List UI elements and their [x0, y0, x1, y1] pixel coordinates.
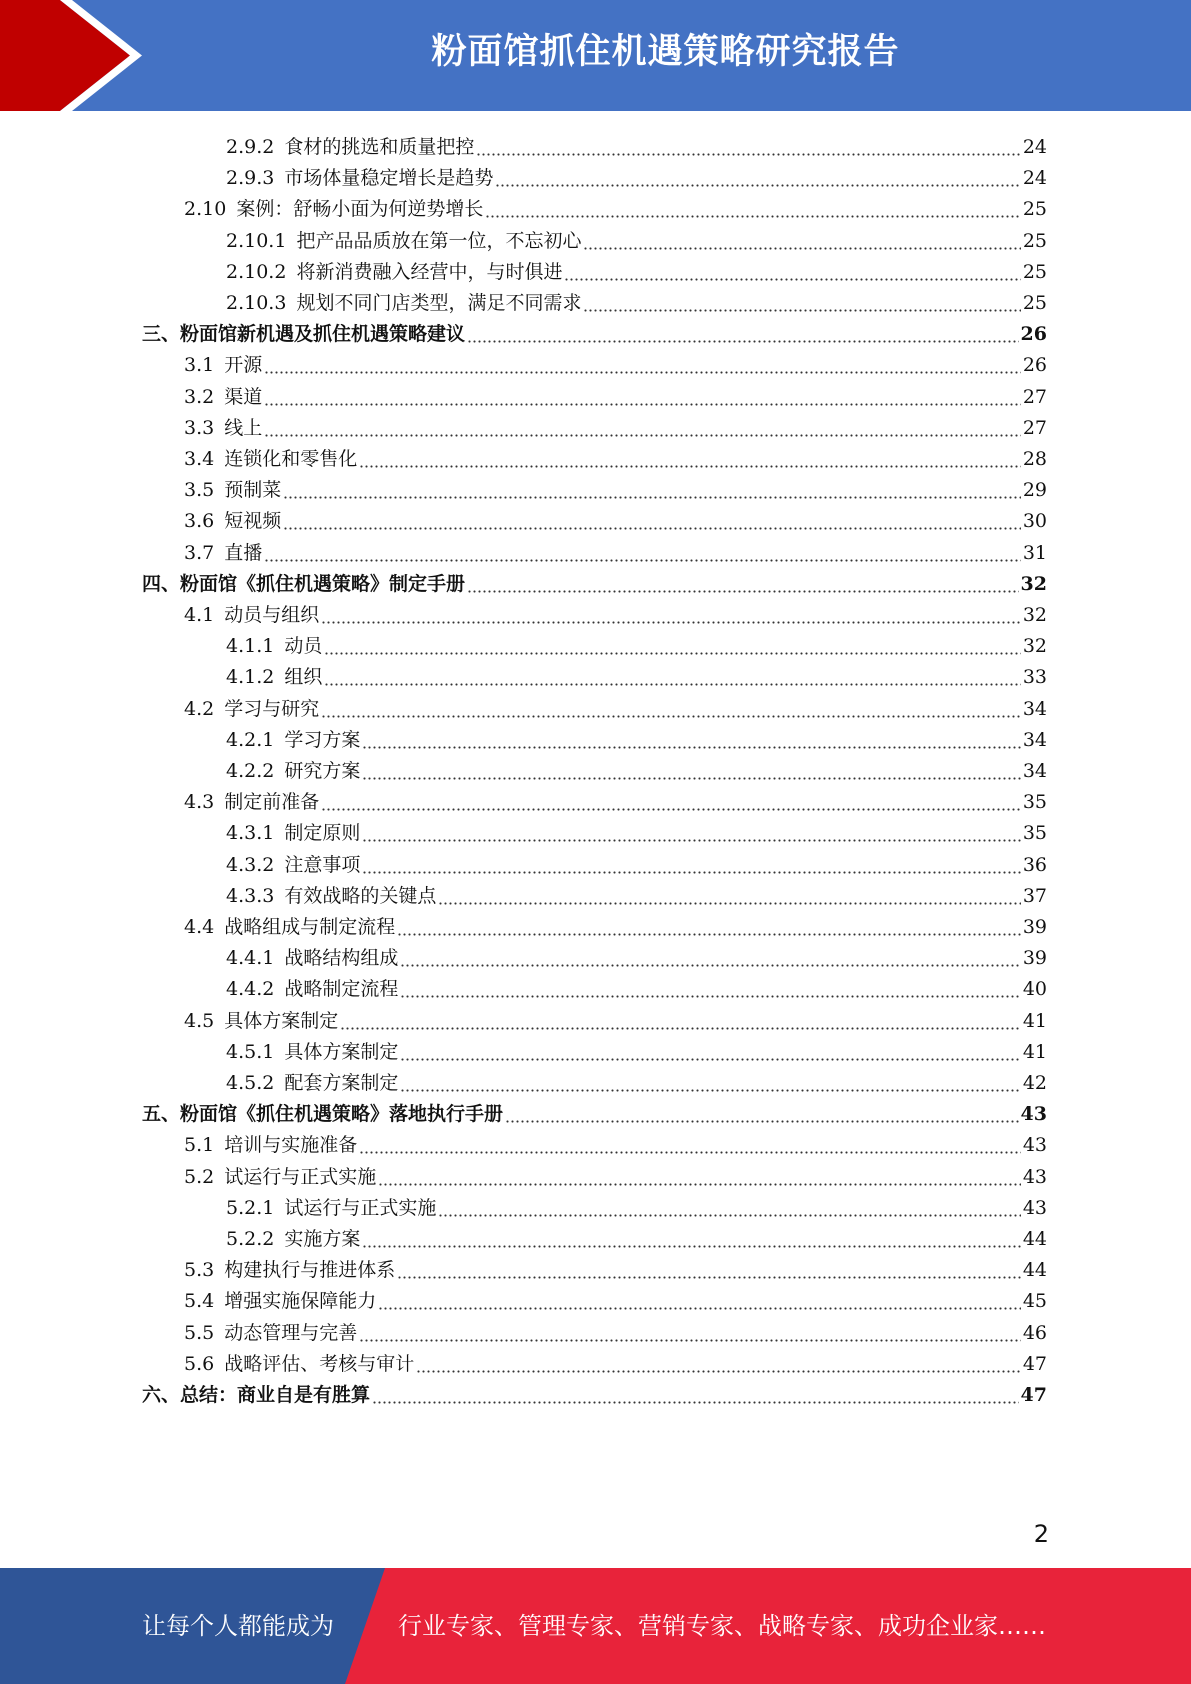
toc-entry-title: 直播: [224, 541, 263, 564]
toc-leader-dots: [264, 416, 1021, 440]
toc-entry-page: 44: [1022, 1228, 1047, 1250]
toc-leader-dots: [264, 385, 1021, 409]
toc-entry[interactable]: [184, 1158, 1047, 1189]
toc-entry-number: 4.4.2: [226, 978, 275, 1001]
toc-entry-page: 47: [1020, 1384, 1047, 1406]
toc-entry[interactable]: [142, 1376, 1047, 1407]
toc-leader-dots: [321, 790, 1021, 814]
toc-entry-page: 24: [1022, 136, 1047, 158]
toc-entry-number: 2.10.3: [226, 292, 287, 314]
toc-entry[interactable]: [226, 1220, 1047, 1251]
toc-entry-number: 5.1: [184, 1134, 215, 1157]
toc-leader-dots: [372, 1383, 1019, 1407]
toc-entry[interactable]: [184, 346, 1047, 377]
toc-entry-page: 25: [1022, 229, 1047, 252]
toc-entry-page: 44: [1022, 1259, 1047, 1282]
toc-entry-page: 27: [1022, 416, 1047, 439]
toc-entry-page: 32: [1022, 604, 1047, 626]
page-header: [0, 0, 1191, 111]
toc-leader-dots: [283, 509, 1021, 533]
toc-entry-page: 33: [1022, 666, 1047, 689]
toc-entry-number: 4.2.2: [226, 760, 275, 782]
page-title: 粉面馆抓住机遇策略研究报告: [431, 32, 900, 72]
toc-entry[interactable]: [226, 939, 1047, 970]
toc-entry-page: 42: [1022, 1072, 1047, 1094]
toc-entry-number: 4.3.1: [226, 822, 275, 845]
toc-entry[interactable]: [184, 596, 1047, 627]
toc-leader-dots: [467, 572, 1019, 596]
toc-entry-page: 35: [1022, 822, 1047, 845]
toc-entry-page: 39: [1022, 947, 1047, 970]
toc-entry-number: 4.5.2: [226, 1072, 275, 1094]
toc-leader-dots: [362, 821, 1020, 845]
toc-entry-page: 43: [1020, 1103, 1047, 1126]
toc-leader-dots: [264, 541, 1021, 565]
toc-entry-number: 4.1.2: [226, 666, 275, 689]
toc-entry-page: 25: [1022, 292, 1047, 314]
toc-entry-page: 36: [1022, 853, 1047, 876]
toc-entry-page: 25: [1022, 198, 1047, 221]
toc-entry[interactable]: [184, 190, 1047, 221]
toc-leader-dots: [321, 697, 1021, 721]
toc-leader-dots: [321, 603, 1021, 627]
toc-entry-title: 把产品品质放在第一位，不忘初心: [296, 229, 582, 252]
toc-entry-title: 六、总结：商业自是有胜算: [142, 1384, 371, 1406]
toc-entry-number: 4.4: [184, 916, 215, 938]
toc-entry-page: 31: [1022, 541, 1047, 564]
page-number: 2: [1033, 1520, 1049, 1548]
toc-leader-dots: [362, 1227, 1020, 1251]
toc-entry[interactable]: [226, 159, 1047, 190]
toc-entry-page: 30: [1022, 510, 1047, 533]
toc-entry-page: 34: [1022, 697, 1047, 720]
toc-leader-dots: [264, 353, 1021, 377]
toc-entry-number: 3.3: [184, 416, 215, 439]
toc-entry[interactable]: [184, 1251, 1047, 1282]
toc-entry-title: 动态管理与完善: [224, 1321, 358, 1344]
toc-entry-title: 渠道: [224, 385, 263, 408]
toc-entry-title: 预制菜: [224, 479, 282, 502]
toc-entry-title: 战略结构组成: [284, 947, 399, 970]
toc-entry-page: 43: [1022, 1196, 1047, 1219]
toc-entry-title: 增强实施保障能力: [224, 1290, 377, 1313]
toc-entry-title: 规划不同门店类型，满足不同需求: [296, 292, 582, 314]
toc-leader-dots: [467, 322, 1019, 346]
toc-entry-page: 47: [1022, 1352, 1047, 1375]
toc-entry-page: 41: [1022, 1040, 1047, 1063]
toc-entry[interactable]: [226, 846, 1047, 877]
toc-entry-title: 研究方案: [284, 760, 361, 782]
toc-leader-dots: [400, 946, 1020, 970]
toc-entry[interactable]: [184, 471, 1047, 502]
toc-entry-title: 食材的挑选和质量把控: [284, 136, 475, 158]
toc-leader-dots: [583, 229, 1020, 253]
toc-entry-page: 39: [1022, 916, 1047, 938]
toc-entry-title: 线上: [224, 416, 263, 439]
toc-entry-page: 29: [1022, 479, 1047, 502]
toc-entry-title: 学习方案: [284, 728, 361, 751]
toc-entry-page: 45: [1022, 1290, 1047, 1313]
toc-entry-title: 战略评估、考核与审计: [224, 1352, 415, 1375]
toc-entry-number: 4.3.3: [226, 884, 275, 907]
toc-leader-dots: [438, 1196, 1020, 1220]
toc-entry-page: 27: [1022, 385, 1047, 408]
toc-entry[interactable]: [184, 1126, 1047, 1157]
toc-entry-page: 41: [1022, 1009, 1047, 1032]
toc-entry-title: 战略制定流程: [284, 978, 399, 1001]
toc-entry-page: 26: [1020, 323, 1047, 346]
toc-entry-title: 动员: [284, 635, 323, 658]
toc-entry[interactable]: [184, 1314, 1047, 1345]
footer-slogan-left: 让每个人都能成为: [142, 1612, 334, 1640]
toc-entry-number: 5.2: [184, 1165, 215, 1188]
toc-entry-number: 4.2.1: [226, 728, 275, 751]
toc-entry-number: 2.9.2: [226, 136, 275, 158]
toc-entry-number: 3.1: [184, 354, 215, 377]
toc-entry-title: 组织: [284, 666, 323, 689]
toc-entry-page: 28: [1022, 448, 1047, 470]
toc-entry-number: 3.2: [184, 385, 215, 408]
toc-entry-number: 3.4: [184, 448, 215, 470]
toc-entry-title: 战略组成与制定流程: [224, 916, 396, 938]
toc-entry-number: 4.1.1: [226, 635, 275, 658]
header-chevron-decoration: [0, 0, 160, 111]
toc-entry-title: 具体方案制定: [284, 1040, 399, 1063]
toc-entry[interactable]: [184, 1282, 1047, 1313]
toc-leader-dots: [397, 915, 1021, 939]
toc-entry-number: 3.5: [184, 479, 215, 502]
toc-entry-number: 4.3: [184, 791, 215, 814]
toc-entry[interactable]: [226, 222, 1047, 253]
toc-entry-number: 4.1: [184, 604, 215, 626]
toc-leader-dots: [400, 1071, 1020, 1095]
toc-entry[interactable]: [142, 1095, 1047, 1126]
toc-entry-page: 35: [1022, 791, 1047, 814]
toc-entry-page: 24: [1022, 167, 1047, 190]
toc-leader-dots: [438, 884, 1020, 908]
toc-entry-title: 学习与研究: [224, 697, 320, 720]
toc-entry[interactable]: [184, 440, 1047, 471]
toc-entry[interactable]: [226, 284, 1047, 315]
toc-leader-dots: [476, 135, 1020, 159]
toc-leader-dots: [359, 1133, 1021, 1157]
toc-leader-dots: [416, 1352, 1021, 1376]
page-footer: [0, 1568, 1191, 1684]
toc-entry-title: 案例：舒畅小面为何逆势增长: [236, 198, 484, 221]
toc-entry-title: 四、粉面馆《抓住机遇策略》制定手册: [142, 572, 466, 595]
toc-entry-number: 4.4.1: [226, 947, 275, 970]
toc-entry[interactable]: [226, 721, 1047, 752]
toc-entry[interactable]: [142, 315, 1047, 346]
toc-leader-dots: [564, 260, 1020, 284]
toc-entry[interactable]: [226, 253, 1047, 284]
toc-entry-title: 试运行与正式实施: [224, 1165, 377, 1188]
toc-entry-page: 32: [1020, 572, 1047, 595]
toc-entry-title: 连锁化和零售化: [224, 448, 358, 470]
toc-leader-dots: [378, 1289, 1021, 1313]
toc-entry-title: 实施方案: [284, 1228, 361, 1250]
toc-entry-title: 市场体量稳定增长是趋势: [284, 167, 494, 190]
toc-leader-dots: [359, 447, 1021, 471]
toc-entry-number: 5.2.1: [226, 1196, 275, 1219]
toc-entry-number: 3.6: [184, 510, 215, 533]
toc-leader-dots: [362, 759, 1020, 783]
toc-entry[interactable]: [226, 970, 1047, 1001]
toc-leader-dots: [397, 1258, 1021, 1282]
toc-leader-dots: [505, 1102, 1019, 1126]
toc-entry-page: 26: [1022, 354, 1047, 377]
footer-slogan-right: 行业专家、管理专家、营销专家、战略专家、成功企业家……: [398, 1612, 1046, 1640]
toc-leader-dots: [283, 478, 1021, 502]
toc-entry-title: 三、粉面馆新机遇及抓住机遇策略建议: [142, 323, 466, 346]
toc-entry-number: 4.3.2: [226, 853, 275, 876]
toc-entry-title: 注意事项: [284, 853, 361, 876]
toc-entry[interactable]: [184, 378, 1047, 409]
toc-entry-number: 2.10: [184, 198, 227, 221]
toc-entry-title: 制定原则: [284, 822, 361, 845]
toc-leader-dots: [400, 977, 1020, 1001]
toc-entry[interactable]: [184, 534, 1047, 565]
toc-entry-page: 43: [1022, 1165, 1047, 1188]
toc-leader-dots: [378, 1165, 1021, 1189]
toc-entry-title: 短视频: [224, 510, 282, 533]
toc-entry-number: 5.2.2: [226, 1228, 275, 1250]
toc-entry[interactable]: [226, 1033, 1047, 1064]
toc-entry[interactable]: [184, 1345, 1047, 1376]
toc-leader-dots: [324, 665, 1020, 689]
toc-entry-page: 43: [1022, 1134, 1047, 1157]
toc-entry-number: 5.4: [184, 1290, 215, 1313]
toc-entry-page: 37: [1022, 884, 1047, 907]
toc-entry-number: 2.10.2: [226, 260, 287, 283]
toc-entry[interactable]: [226, 1189, 1047, 1220]
toc-entry-number: 4.5.1: [226, 1040, 275, 1063]
toc-entry[interactable]: [226, 1064, 1047, 1095]
toc-entry[interactable]: [226, 752, 1047, 783]
toc-entry[interactable]: [226, 128, 1047, 159]
toc-entry-number: 2.9.3: [226, 167, 275, 190]
toc-entry[interactable]: [226, 658, 1047, 689]
toc-entry-number: 4.2: [184, 697, 215, 720]
toc-entry-page: 32: [1022, 635, 1047, 658]
toc-leader-dots: [495, 166, 1020, 190]
toc-entry-title: 试运行与正式实施: [284, 1196, 437, 1219]
toc-leader-dots: [362, 853, 1020, 877]
toc-entry[interactable]: [184, 409, 1047, 440]
toc-entry[interactable]: [142, 565, 1047, 596]
toc-entry-page: 34: [1022, 760, 1047, 782]
toc-entry[interactable]: [226, 627, 1047, 658]
toc-entry-number: 5.6: [184, 1352, 215, 1375]
toc-leader-dots: [340, 1009, 1021, 1033]
toc-entry-title: 制定前准备: [224, 791, 320, 814]
toc-entry-title: 构建执行与推进体系: [224, 1259, 396, 1282]
toc-entry-title: 有效战略的关键点: [284, 884, 437, 907]
toc-entry[interactable]: [184, 1002, 1047, 1033]
toc-entry[interactable]: [226, 877, 1047, 908]
toc-entry-title: 将新消费融入经营中，与时俱进: [296, 260, 563, 283]
toc-entry-title: 开源: [224, 354, 263, 377]
toc-entry-title: 具体方案制定: [224, 1009, 339, 1032]
toc-leader-dots: [583, 291, 1020, 315]
toc-entry-title: 五、粉面馆《抓住机遇策略》落地执行手册: [142, 1103, 504, 1126]
toc-leader-dots: [400, 1040, 1020, 1064]
toc-entry[interactable]: [184, 908, 1047, 939]
toc-entry-page: 46: [1022, 1321, 1047, 1344]
toc-entry[interactable]: [184, 690, 1047, 721]
toc-entry-title: 培训与实施准备: [224, 1134, 358, 1157]
toc-leader-dots: [359, 1321, 1021, 1345]
toc-leader-dots: [362, 728, 1020, 752]
toc-entry-title: 配套方案制定: [284, 1072, 399, 1094]
toc-entry[interactable]: [184, 502, 1047, 533]
toc-entry[interactable]: [184, 783, 1047, 814]
toc-entry[interactable]: [226, 814, 1047, 845]
toc-entry-page: 25: [1022, 260, 1047, 283]
toc-entry-title: 动员与组织: [224, 604, 320, 626]
toc-entry-page: 40: [1022, 978, 1047, 1001]
toc-entry-number: 3.7: [184, 541, 215, 564]
toc-entry-number: 4.5: [184, 1009, 215, 1032]
toc-leader-dots: [485, 197, 1020, 221]
toc-entry-number: 2.10.1: [226, 229, 287, 252]
toc-entry-page: 34: [1022, 728, 1047, 751]
toc-entry-number: 5.3: [184, 1259, 215, 1282]
toc-entry-number: 5.5: [184, 1321, 215, 1344]
toc-leader-dots: [324, 634, 1020, 658]
